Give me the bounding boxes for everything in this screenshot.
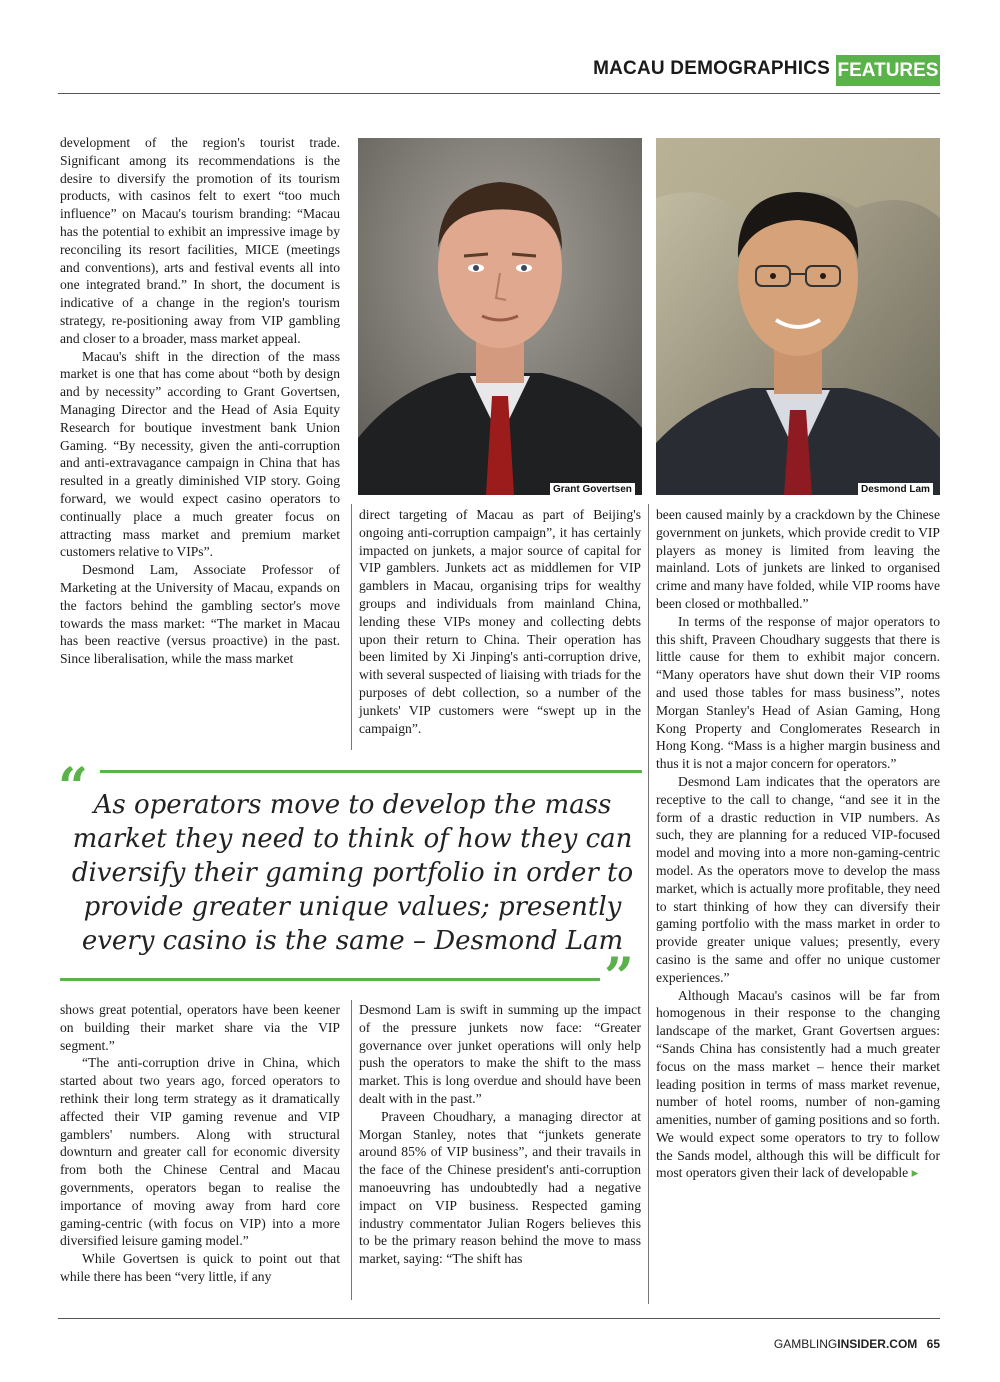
photo-caption-desmond: Desmond Lam bbox=[858, 483, 933, 496]
footer-site-prefix: GAMBLING bbox=[773, 1337, 838, 1351]
footer-site-suffix: INSIDER.COM bbox=[837, 1337, 918, 1351]
pull-quote: As operators move to develop the mass market they need to think of how they can diversify their gaming portfolio in order to provide greater unique values; presently every casino is the same – Desmond Lam bbox=[71, 790, 634, 956]
continue-arrow-icon: ▸ bbox=[911, 1165, 919, 1181]
column-1-bottom bbox=[60, 1001, 340, 1301]
paragraph: Macau's shift in the direction of the mass market is one that has come about “both by design and by necessity” according to Grant Govertsen, Managing Director and the Head of Asia Equity Research for boutique investment bank Union Gaming. “By necessity, given the anti-corruption and anti-extravagance campaign in China that has resulted in a greatly diminished VIP story. Going forward, we would expect casino operators to continually place a much greater focus on attracting mass market and premium market customers relative to VIPs”. bbox=[60, 348, 340, 560]
footer-rule bbox=[58, 1318, 940, 1319]
page-number: 65 bbox=[926, 1337, 940, 1351]
paragraph bbox=[656, 987, 940, 1183]
column-1-top bbox=[60, 134, 340, 754]
photo-caption-grant: Grant Govertsen bbox=[550, 483, 635, 496]
paragraph: Desmond Lam is swift in summing up the impact of the pressure junkets now face: “Greater governance over junket operations will only help push the operators to make the shift to the mass market. This is long overdue and should have been dealt with in the past.” bbox=[359, 1002, 641, 1106]
quote-rule-top bbox=[100, 770, 642, 773]
column-divider bbox=[648, 504, 649, 1304]
section-title: MACAU DEMOGRAPHICS bbox=[593, 58, 830, 79]
portrait-desmond-lam bbox=[656, 138, 940, 495]
column-divider bbox=[351, 504, 352, 750]
paragraph: “The anti-corruption drive in China, which started about two years ago, forced operators to rethink their long term strategy as it dramatically affected their VIP gaming revenue and VIP gamblers' numbers. Along with structural downturn and greater call for economic diversity from both the Chinese Central and Macau governments, operators began to realise the importance of moving away from hard core gaming-centric (with focus on VIP) into a more diversified leisure gaming model.” bbox=[60, 1055, 340, 1249]
paragraph: In terms of the response of major operators to this shift, Praveen Choudhary suggests that there is little cause for them to exhibit major concern. “Many operators have shut down their VIP rooms and used those tables for mass business”, notes Morgan Stanley's Head of Asian Gaming, Hong Kong Property and Conglomerates Research in Hong Kong. “Mass is a higher margin business and thus it is not a major concern for operators.” bbox=[656, 613, 940, 772]
paragraph: Desmond Lam, Associate Professor of Marketing at the University of Macau, expands on the factors behind the gambling sector's move towards the mass market: “The market in Macau has been reactive (versus proactive) in the past. Since liberalisation, while the mass market bbox=[60, 562, 340, 667]
paragraph: shows great potential, operators have been keener on building their market share via the VIP segment.” bbox=[60, 1002, 340, 1053]
close-quote-icon: ” bbox=[604, 947, 634, 1008]
portrait-image bbox=[656, 138, 940, 495]
paragraph: While Govertsen is quick to point out that while there has been “very little, if any bbox=[60, 1251, 340, 1284]
paragraph: been caused mainly by a crackdown by the Chinese government on junkets, which provide credit to VIP players as money is limited from leaving the mainland. Lots of junkets are linked to organised crime and many have folded, while VIP rooms have been closed or mothballed.” bbox=[656, 507, 940, 611]
column-3 bbox=[656, 506, 940, 1306]
column-divider bbox=[351, 1000, 352, 1300]
paragraph: direct targeting of Macau as part of Beijing's ongoing anti-corruption campaign”, it has certainly impacted on junkets, a major source of capital for VIP gamblers. Junkets act as middlemen for VIP gamblers in Macau, organising trips for wealthy groups and individuals from mainland China, lending these VIPs money and collecting debts upon their return to China. Their operation has been limited by Xi Jinping's anti-corruption drive, with several suspected of liaising with triads for the purposes of debt collection, so a number of the junkets' VIP customers were “swept up in the campaign”. bbox=[359, 507, 641, 736]
paragraph-text: Although Macau's casinos will be far from homogenous in their response to the changing landscape of the market, Grant Govertsen argues: “Sands China has consistently had a much greater focus on the mass market – hence their market leading position in terms of mass market revenue, number of hotel rooms, number of non-gaming amenities, number of gaming positions and so forth. We would expect some operators to try to follow the Sands model, although this will be difficult for most operators given their lack of developable bbox=[656, 987, 940, 1181]
footer bbox=[720, 1337, 940, 1351]
features-badge: FEATURES bbox=[836, 55, 940, 86]
quote-rule-bottom bbox=[60, 978, 600, 981]
portrait-image bbox=[358, 138, 642, 495]
portrait-grant-govertsen bbox=[358, 138, 642, 495]
paragraph: development of the region's tourist trade. Significant among its recommendations is the desire to diversify the promotion of its tourism products, with casinos felt to exert “too much influence” on Macau's tourism branding: “Macau has the potential to exhibit an impressive image by reconciling its resort facilities, MICE (meetings and conventions), arts and festival events all into one integrated brand.” In short, the document is indicative of a change in the region's tourism strategy, re-positioning away from VIP gambling and closer to a broader, mass market appeal. bbox=[60, 135, 340, 346]
paragraph: Desmond Lam indicates that the operators are receptive to the call to change, “and see it in the form of a drastic reduction in VIP numbers. As such, they are planning for a reduced VIP-focused model and moving into a more non-gaming-centric model. As the operators move to develop the mass market, which is actually more profitable, they need to start thinking of how they can diversify their gaming portfolio with the mass market in order to provide greater unique values; presently, every casino is the same and offer no unique customer experiences.” bbox=[656, 773, 940, 985]
open-quote-icon: “ bbox=[58, 757, 88, 818]
column-2-top bbox=[359, 506, 641, 751]
column-2-bottom bbox=[359, 1001, 641, 1301]
header-rule bbox=[58, 93, 940, 94]
paragraph: Praveen Choudhary, a managing director at Morgan Stanley, notes that “junkets generate around 85% of VIP business”, and their travails in the face of the Chinese president's anti-corruption manoeuvring has undoubtedly had a negative impact on VIP business. Respected gaming industry commentator Julian Rogers believes this to be the primary reason behind the move to mass market, saying: “The shift has bbox=[359, 1108, 641, 1267]
